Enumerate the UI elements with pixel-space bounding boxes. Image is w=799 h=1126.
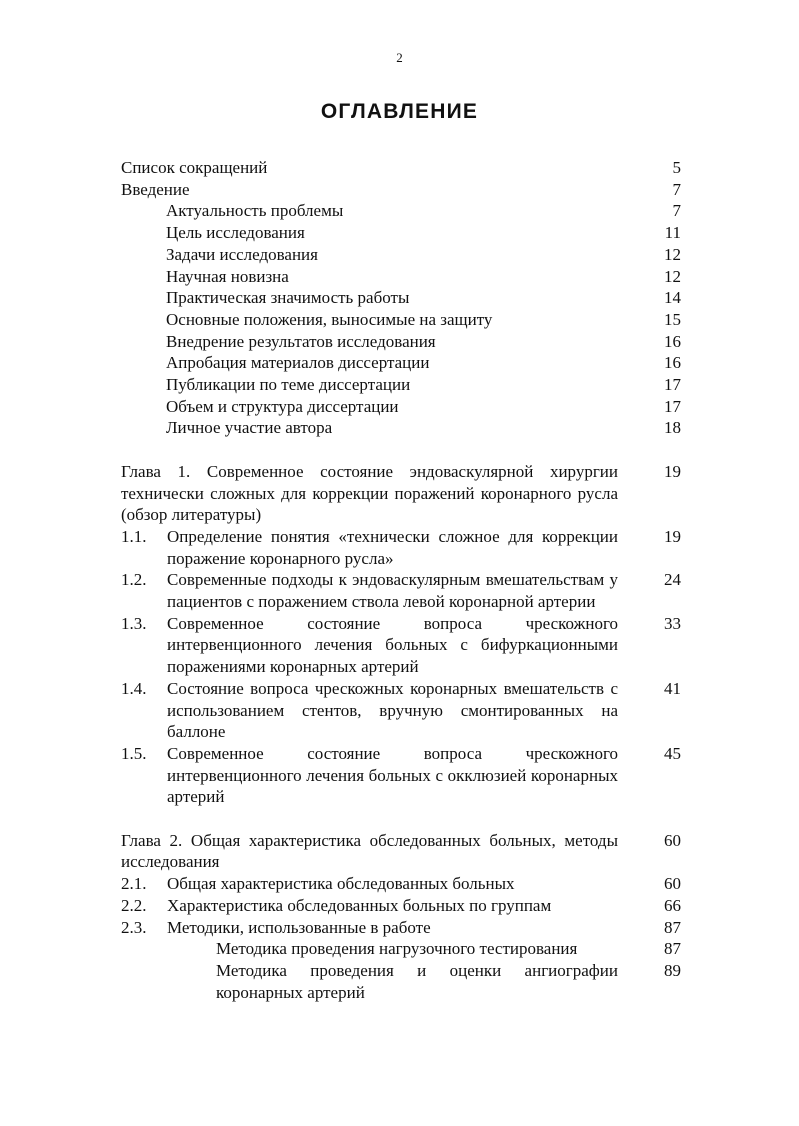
toc-section-number: 2.2. <box>121 895 147 915</box>
toc-entry-page: 87 <box>664 917 681 937</box>
toc-entry[interactable] <box>121 244 681 266</box>
toc-entry-page: 7 <box>672 179 681 199</box>
spacer <box>121 808 681 830</box>
toc-section-number: 1.5. <box>121 743 147 763</box>
toc-entry[interactable] <box>121 417 681 439</box>
page-number: 2 <box>396 50 403 65</box>
toc-entry-text: Научная новизна <box>166 266 289 286</box>
toc-entry[interactable] <box>121 374 681 396</box>
toc-section[interactable] <box>121 895 681 917</box>
toc-entry-page: 33 <box>664 613 681 633</box>
toc-section[interactable] <box>121 678 681 743</box>
toc-section[interactable] <box>121 743 681 808</box>
toc-entry-abbreviations[interactable] <box>121 157 681 179</box>
toc-entry-page: 18 <box>664 418 681 438</box>
toc-entry-text: Задачи исследования <box>166 244 318 264</box>
toc-entry[interactable] <box>121 331 681 353</box>
toc-section-number: 2.3. <box>121 917 147 937</box>
table-of-contents <box>121 157 681 1003</box>
page-title: ОГЛАВЛЕНИЕ <box>320 100 479 123</box>
toc-entry-text: Методики, использованные в работе <box>167 917 431 937</box>
toc-entry-page: 87 <box>664 939 681 959</box>
toc-subsection[interactable] <box>121 960 681 1003</box>
toc-entry-text: Современные подходы к эндоваскулярным вмешательствам у пациентов с поражением ствола левой коронарной артерии <box>167 570 618 612</box>
toc-entry[interactable] <box>121 222 681 244</box>
toc-entry-text: Современное состояние вопроса чрескожного интервенционного лечения больных с окклюзией коронарных артерий <box>167 743 618 807</box>
toc-entry-text: Состояние вопроса чрескожных коронарных вмешательств с использованием стентов, вручную смонтированных на баллоне <box>167 678 618 742</box>
toc-entry-text: Методика проведения нагрузочного тестирования <box>216 939 578 959</box>
toc-entry-text: Введение <box>121 179 190 199</box>
toc-section[interactable] <box>121 526 681 569</box>
toc-entry[interactable] <box>121 309 681 331</box>
toc-chapter-title: Глава 2. Общая характеристика обследованных больных, методы исследования <box>121 830 618 872</box>
toc-entry-text: Актуальность проблемы <box>166 201 344 221</box>
toc-entry-page: 45 <box>664 743 681 763</box>
toc-entry-text: Личное участие автора <box>166 418 333 438</box>
toc-entry-introduction[interactable] <box>121 179 681 201</box>
toc-section[interactable] <box>121 873 681 895</box>
toc-entry-page: 89 <box>664 960 681 980</box>
toc-entry-text: Общая характеристика обследованных больных <box>167 874 515 894</box>
toc-entry-text: Методика проведения и оценки ангиографии коронарных артерий <box>216 960 618 1002</box>
toc-entry-text: Список сокращений <box>121 158 268 177</box>
toc-entry-page: 19 <box>664 526 681 546</box>
toc-entry-text: Апробация материалов диссертации <box>166 353 430 373</box>
toc-section-number: 1.3. <box>121 613 147 633</box>
toc-entry-page: 41 <box>664 678 681 698</box>
toc-entry-page: 5 <box>672 158 681 177</box>
spacer <box>121 439 681 461</box>
toc-section-number: 1.2. <box>121 570 147 590</box>
toc-entry-text: Характеристика обследованных больных по группам <box>167 895 552 915</box>
toc-entry-page: 17 <box>664 396 681 416</box>
toc-entry-page: 19 <box>664 461 681 481</box>
toc-entry-page: 7 <box>672 201 681 221</box>
toc-section[interactable] <box>121 917 681 939</box>
toc-entry-text: Цель исследования <box>166 223 305 243</box>
toc-entry[interactable] <box>121 287 681 309</box>
toc-entry-page: 66 <box>664 895 681 915</box>
toc-entry-text: Внедрение результатов исследования <box>166 331 436 351</box>
toc-entry-page: 11 <box>664 223 681 243</box>
toc-entry-page: 17 <box>664 375 681 395</box>
toc-entry[interactable] <box>121 396 681 418</box>
toc-entry-page: 12 <box>664 266 681 286</box>
toc-entry-page: 15 <box>664 309 681 329</box>
toc-entry-page: 16 <box>664 353 681 373</box>
toc-entry[interactable] <box>121 352 681 374</box>
toc-entry-page: 12 <box>664 244 681 264</box>
toc-entry-text: Определение понятия «технически сложное для коррекции поражение коронарного русла» <box>167 526 618 568</box>
toc-chapter-1[interactable] <box>121 461 681 526</box>
toc-chapter-2[interactable] <box>121 830 681 873</box>
toc-section-number: 1.4. <box>121 678 147 698</box>
toc-section-number: 2.1. <box>121 874 147 894</box>
toc-entry-text: Объем и структура диссертации <box>166 396 399 416</box>
toc-entry-page: 24 <box>664 570 681 590</box>
toc-section[interactable] <box>121 569 681 612</box>
toc-entry-text: Публикации по теме диссертации <box>166 375 411 395</box>
toc-entry-text: Современное состояние вопроса чрескожного интервенционного лечения больных с бифуркационными поражениями коронарных артерий <box>167 613 618 677</box>
toc-section[interactable] <box>121 613 681 678</box>
toc-subsection[interactable] <box>121 938 681 960</box>
toc-entry-page: 60 <box>664 830 681 850</box>
toc-entry-text: Практическая значимость работы <box>166 288 410 308</box>
toc-entry[interactable] <box>121 266 681 288</box>
toc-section-number: 1.1. <box>121 526 147 546</box>
toc-entry-page: 14 <box>664 288 681 308</box>
toc-entry-page: 60 <box>664 874 681 894</box>
toc-entry-text: Основные положения, выносимые на защиту <box>166 309 493 329</box>
toc-entry[interactable] <box>121 200 681 222</box>
toc-chapter-title: Глава 1. Современное состояние эндоваскулярной хирургии технически сложных для коррекции поражений коронарного русла (обзор литературы) <box>121 461 618 525</box>
toc-entry-page: 16 <box>664 331 681 351</box>
